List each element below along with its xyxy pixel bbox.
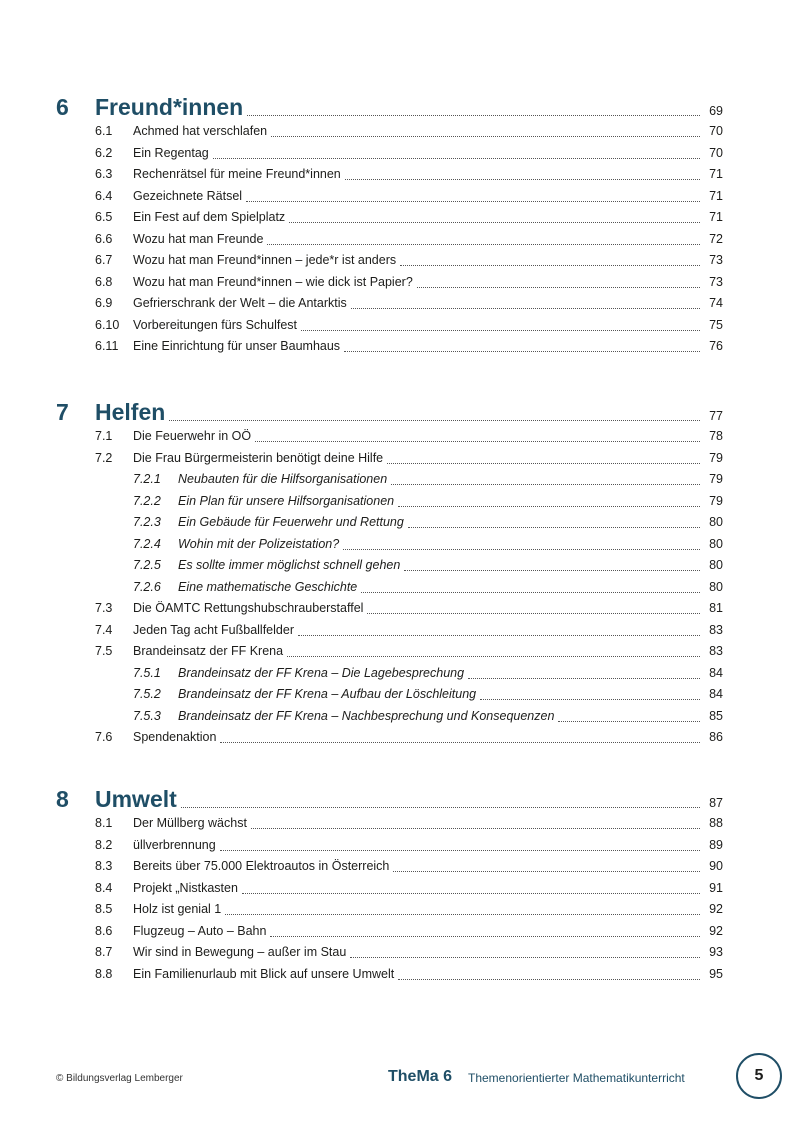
toc-entry[interactable] [0,963,800,985]
entry-number: 6.11 [95,339,119,353]
entry-number: 6.10 [95,317,120,332]
entry-page: 78 [709,429,723,443]
entry-page: 70 [709,124,723,138]
entry-number: 6.9 [95,296,113,310]
entry-number: 6.3 [95,167,113,181]
entry-number: 7.5.3 [133,708,161,723]
page-number: 5 [754,1067,764,1084]
entry-title: Brandeinsatz der FF Krena [133,644,284,658]
entry-number: 6.4 [95,188,113,203]
entry-number: 7.5 [95,644,113,658]
chapter-number: 8 [56,786,69,812]
entry-title: Der Müllberg wächst [133,816,247,830]
toc-entry[interactable] [0,185,800,207]
toc-entry[interactable] [0,490,800,512]
entry-number: 7.2.3 [133,515,161,529]
dot-leader [398,978,700,980]
entry-page: 73 [709,253,723,267]
entry-number: 8.4 [95,880,113,895]
entry-page: 71 [709,188,723,203]
dot-leader [344,350,700,352]
series-brand: TheMa 6 [388,1068,453,1085]
toc-entry[interactable] [0,705,800,727]
dot-leader [271,135,700,137]
entry-number: 6.5 [95,210,113,224]
entry-number: 6.6 [95,231,113,246]
entry-page: 90 [709,859,723,873]
dot-leader [558,720,700,722]
dot-leader [468,677,700,679]
dot-leader [169,419,700,421]
entry-number: 6.2 [95,145,113,160]
dot-leader [213,157,700,159]
dot-leader [480,698,700,700]
dot-leader [242,892,700,894]
toc-entry[interactable] [0,447,800,469]
entry-page: 79 [709,493,723,508]
entry-page: 89 [709,837,723,852]
entry-title: Eine mathematische Geschichte [178,579,358,594]
entry-title: Brandeinsatz der FF Krena – Die Lagebesprechung [178,665,465,680]
entry-title: Eine Einrichtung für unser Baumhaus [133,339,341,353]
entry-title: Bereits über 75.000 Elektroautos in Österreich [133,859,390,873]
dot-leader [398,505,700,507]
entry-title: Ein Fest auf dem Spielplatz [133,210,286,224]
dot-leader [400,264,700,266]
entry-page: 84 [709,687,723,701]
chapter-title: Umwelt [95,786,177,812]
entry-number: 8.1 [95,816,113,830]
dot-leader [220,741,700,743]
entry-title: Ein Plan für unsere Hilfsorganisationen [178,493,395,508]
series-subtitle: Themenorientierter Mathematikunterricht [468,1071,685,1085]
dot-leader [387,462,700,464]
dot-leader [361,591,700,593]
dot-leader [246,200,700,202]
entry-title: Neubauten für die Hilfsorganisationen [178,472,388,486]
chapter-title: Helfen [95,399,166,425]
dot-leader [267,243,700,245]
entry-number: 7.2.4 [133,536,161,551]
entry-number: 7.5.2 [133,687,161,701]
entry-page: 79 [709,450,723,465]
toc-entry[interactable] [0,726,800,748]
toc-entry[interactable] [0,640,800,662]
dot-leader [404,569,700,571]
entry-number: 8.6 [95,923,113,938]
entry-number: 7.6 [95,730,113,744]
entry-page: 84 [709,665,723,680]
dot-leader [367,612,700,614]
toc-entry[interactable] [0,335,800,357]
chapter-title: Freund*innen [95,94,244,120]
dot-leader [270,935,700,937]
entry-page: 83 [709,622,723,637]
dot-leader [301,329,700,331]
entry-title: Die ÖAMTC Rettungshubschrauberstaffel [133,601,364,615]
entry-page: 88 [709,816,723,830]
chapter-heading[interactable] [0,397,800,427]
chapter-number: 7 [56,399,69,425]
entry-number: 7.2.2 [133,493,161,508]
toc-entry[interactable] [0,120,800,142]
toc-entry[interactable] [0,206,800,228]
toc-entry[interactable] [0,163,800,185]
entry-number: 8.2 [95,837,113,852]
entry-title: Gezeichnete Rätsel [133,188,243,203]
entry-title: Ein Familienurlaub mit Blick auf unsere Umwelt [133,966,395,981]
entry-title: Ein Gebäude für Feuerwehr und Rettung [178,515,404,529]
toc-entry[interactable] [0,271,800,293]
toc-entry[interactable] [0,511,800,533]
toc-entry[interactable] [0,812,800,834]
entry-title: Jeden Tag acht Fußballfelder [133,622,294,637]
dot-leader [181,806,700,808]
entry-page: 80 [709,515,723,529]
entry-number: 7.2.1 [133,472,161,486]
entry-number: 7.2 [95,450,113,465]
toc-entry[interactable] [0,597,800,619]
dot-leader [247,114,700,116]
chapter-number: 6 [56,94,69,120]
dot-leader [393,870,700,872]
entry-number: 7.5.1 [133,665,161,680]
toc-entry[interactable] [0,554,800,576]
entry-number: 8.8 [95,966,113,981]
entry-page: 71 [709,210,723,224]
dot-leader [289,221,700,223]
dot-leader [417,286,700,288]
toc-entry[interactable] [0,662,800,684]
toc-entry[interactable] [0,468,800,490]
entry-title: Achmed hat verschlafen [133,124,268,138]
dot-leader [251,827,700,829]
entry-title: Wozu hat man Freunde [133,231,264,246]
entry-number: 8.7 [95,945,113,959]
dot-leader [408,526,700,528]
entry-page: 95 [709,966,723,981]
entry-page: 91 [709,880,723,895]
dot-leader [391,483,700,485]
entry-title: Die Feuerwehr in OÖ [133,429,252,443]
toc-entry[interactable] [0,314,800,336]
toc-entry[interactable] [0,576,800,598]
entry-title: Brandeinsatz der FF Krena – Nachbesprechung und Konsequenzen [178,708,555,723]
entry-page: 85 [709,708,723,723]
entry-number: 6.7 [95,253,113,267]
toc-entry[interactable] [0,425,800,447]
entry-title: Wozu hat man Freund*innen – wie dick ist Papier? [133,274,413,289]
entry-page: 75 [709,317,723,332]
toc-entry[interactable] [0,877,800,899]
entry-number: 7.3 [95,601,113,615]
toc-entry[interactable] [0,855,800,877]
page-number-badge [736,1053,782,1099]
entry-page: 73 [709,274,723,289]
entry-page: 71 [709,167,723,181]
entry-title: Holz ist genial 1 [133,902,222,916]
toc-entry[interactable] [0,941,800,963]
entry-page: 86 [709,730,723,744]
entry-title: Rechenrätsel für meine Freund*innen [133,167,341,181]
entry-title: Wir sind in Bewegung – außer im Stau [133,945,347,959]
toc-entry[interactable] [0,683,800,705]
entry-title: Vorbereitungen fürs Schulfest [133,317,297,332]
dot-leader [225,913,700,915]
toc-entry[interactable] [0,898,800,920]
entry-title: üllverbrennung [133,837,216,852]
entry-title: Projekt „Nistkasten [133,880,238,895]
entry-page: 76 [709,339,723,353]
entry-title: Es sollte immer möglichst schnell gehen [178,558,401,572]
entry-page: 74 [709,296,723,310]
chapter-heading[interactable] [0,92,800,122]
entry-title: Flugzeug – Auto – Bahn [133,923,267,938]
entry-title: Wozu hat man Freund*innen – jede*r ist anders [133,253,397,267]
entry-number: 8.5 [95,902,113,916]
entry-title: Ein Regentag [133,145,209,160]
entry-page: 80 [709,536,723,551]
dot-leader [220,849,700,851]
chapter-heading[interactable] [0,784,800,814]
entry-title: Die Frau Bürgermeisterin benötigt deine Hilfe [133,450,384,465]
dot-leader [298,634,700,636]
chapter-page: 69 [709,104,723,118]
entry-page: 83 [709,644,723,658]
entry-title: Wohin mit der Polizeistation? [178,536,340,551]
dot-leader [287,655,700,657]
dot-leader [350,956,700,958]
entry-number: 7.2.5 [133,558,161,572]
entry-title: Gefrierschrank der Welt – die Antarktis [133,296,347,310]
entry-title: Brandeinsatz der FF Krena – Aufbau der Löschleitung [178,687,477,701]
entry-page: 79 [709,472,723,486]
entry-page: 92 [709,923,723,938]
entry-number: 6.8 [95,274,113,289]
entry-number: 7.2.6 [133,579,161,594]
toc-entry[interactable] [0,920,800,942]
dot-leader [343,548,700,550]
entry-number: 7.1 [95,429,113,443]
entry-page: 92 [709,902,723,916]
toc-entry[interactable] [0,834,800,856]
entry-number: 6.1 [95,124,113,138]
entry-number: 8.3 [95,859,113,873]
entry-page: 93 [709,945,723,959]
dot-leader [255,440,700,442]
toc-entry[interactable] [0,142,800,164]
entry-page: 70 [709,145,723,160]
toc-entry[interactable] [0,533,800,555]
entry-number: 7.4 [95,622,113,637]
dot-leader [345,178,700,180]
chapter-page: 87 [709,796,723,810]
toc-entry[interactable] [0,292,800,314]
entry-page: 80 [709,579,723,594]
copyright-notice: © Bildungsverlag Lemberger [56,1073,183,1084]
chapter-page: 77 [709,409,723,423]
entry-page: 81 [709,601,723,615]
entry-page: 72 [709,231,723,246]
toc-entry[interactable] [0,228,800,250]
entry-page: 80 [709,558,723,572]
toc-entry[interactable] [0,249,800,271]
entry-title: Spendenaktion [133,730,217,744]
toc-entry[interactable] [0,619,800,641]
dot-leader [351,307,700,309]
